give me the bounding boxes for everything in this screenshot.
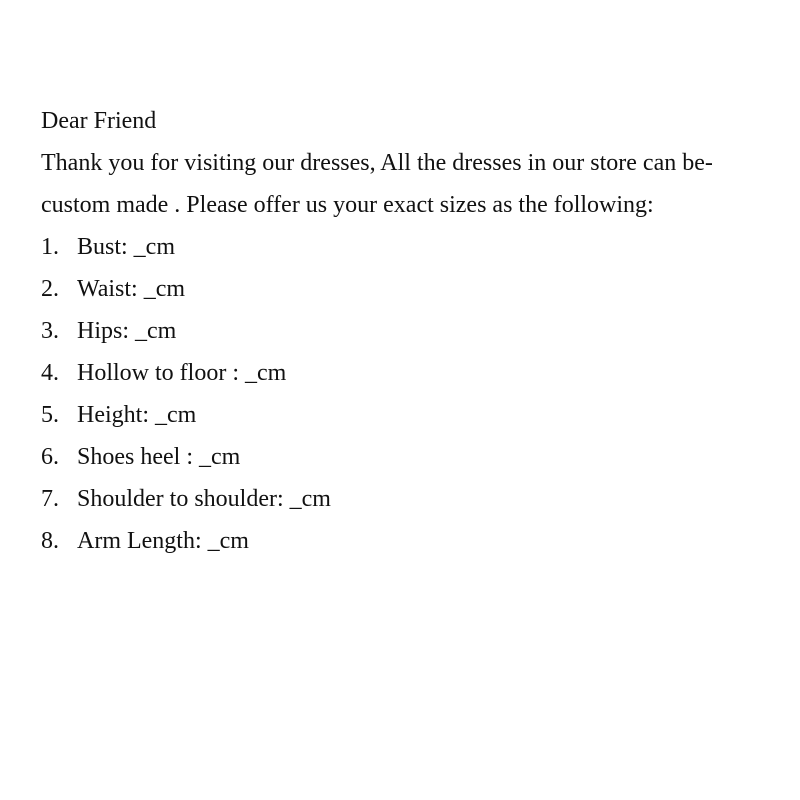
list-text: Shoes heel : _cm — [77, 444, 241, 470]
size-list — [41, 226, 781, 562]
list-number: 1. — [41, 234, 59, 260]
list-item-arm-length — [41, 520, 781, 562]
list-item-waist — [41, 268, 781, 310]
greeting: Dear Friend — [41, 108, 157, 134]
list-text: Waist: _cm — [77, 276, 186, 302]
list-item-hips — [41, 310, 781, 352]
list-number: 8. — [41, 528, 59, 554]
list-text: Shoulder to shoulder: _cm — [77, 486, 331, 512]
list-item-height — [41, 394, 781, 436]
list-number: 2. — [41, 276, 59, 302]
list-text: Height: _cm — [77, 402, 197, 428]
list-item-shoes-heel — [41, 436, 781, 478]
list-text: Hips: _cm — [77, 318, 177, 344]
list-item-shoulder-to-shoulder — [41, 478, 781, 520]
list-number: 3. — [41, 318, 59, 344]
letter-document — [41, 100, 781, 562]
list-number: 5. — [41, 402, 59, 428]
list-number: 6. — [41, 444, 59, 470]
intro-line-1: Thank you for visiting our dresses, All the dresses in our store can be- — [41, 150, 713, 176]
list-text: Bust: _cm — [77, 234, 176, 260]
list-text: Arm Length: _cm — [77, 528, 249, 554]
list-number: 7. — [41, 486, 59, 512]
list-item-hollow-to-floor — [41, 352, 781, 394]
intro-line-2: custom made . Please offer us your exact sizes as the following: — [41, 192, 654, 218]
list-number: 4. — [41, 360, 59, 386]
list-text: Hollow to floor : _cm — [77, 360, 287, 386]
list-item-bust — [41, 226, 781, 268]
